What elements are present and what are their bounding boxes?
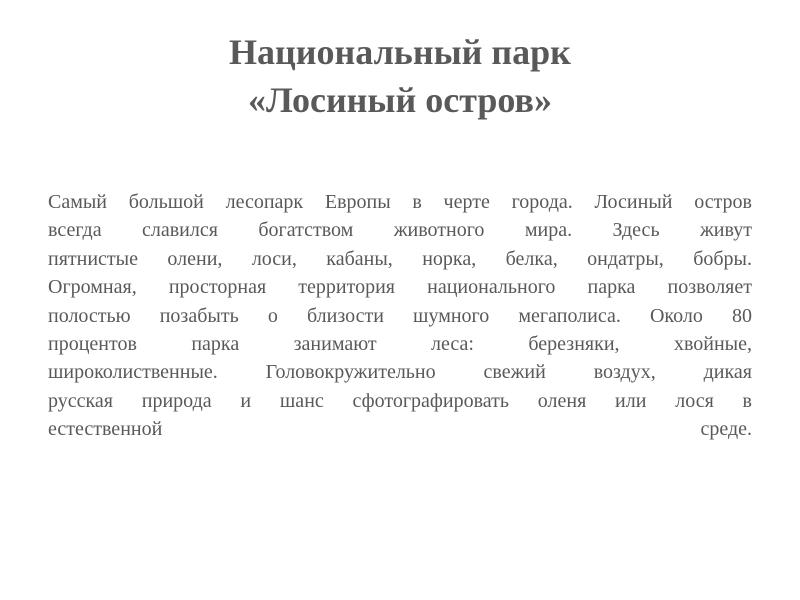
slide-body-text — [48, 188, 752, 444]
slide-title — [0, 28, 800, 124]
body-line: полостью позабыть о близости шумного мегаполиса. Около 80 — [48, 304, 752, 327]
body-line: процентов парка занимают леса: березняки, хвойные, — [48, 332, 752, 355]
body-line: широколиственные. Головокружительно свежий воздух, дикая — [48, 361, 752, 384]
body-line: русская природа и шанс сфотографировать оленя или лося в — [48, 389, 752, 412]
body-line: естественной среде. — [48, 418, 752, 441]
body-line: Самый большой лесопарк Европы в черте города. Лосиный остров — [48, 191, 752, 213]
slide-title-line-2: «Лосиный остров» — [248, 80, 552, 120]
body-line: всегда славился богатством животного мира. Здесь живут — [48, 219, 752, 242]
body-line: Огромная, просторная территория национального парка позволяет — [48, 276, 752, 299]
slide-title-line-1: Национальный парк — [229, 32, 571, 72]
body-line: пятнистые олени, лоси, кабаны, норка, белка, ондатры, бобры. — [48, 247, 752, 270]
